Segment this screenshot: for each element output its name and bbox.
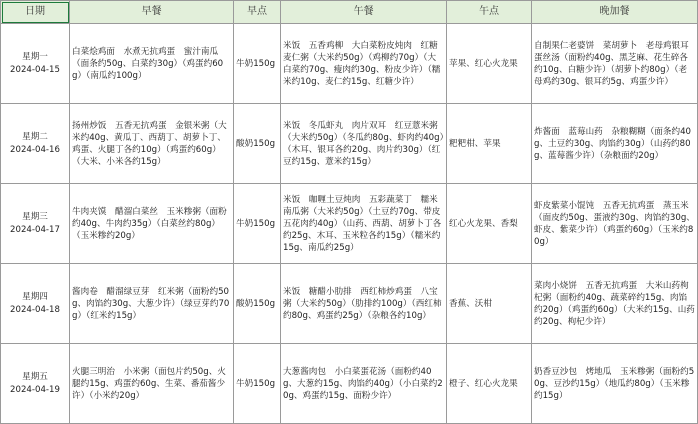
header-breakfast[interactable]: 早餐 <box>70 1 234 24</box>
afternoon-snack-cell[interactable]: 苹果、红心火龙果 <box>447 24 532 104</box>
day-cell[interactable] <box>1 264 70 344</box>
table-row <box>1 264 698 344</box>
morning-snack-cell[interactable]: 酸奶150g <box>234 264 281 344</box>
afternoon-snack-cell[interactable]: 粑粑柑、苹果 <box>447 104 532 184</box>
date: 2024-04-15 <box>10 64 60 75</box>
date: 2024-04-18 <box>10 304 60 315</box>
dinner-cell[interactable]: 自制果仁老婆饼 菜胡萝卜 老母鸡银耳蛋丝汤（面粉约40g、黑芝麻、花生碎各约10g、白糖少许）（胡萝卜约80g）（老母鸡约30g、银耳约5g、鸡蛋少许） <box>532 24 698 104</box>
header-date[interactable]: 日期 <box>1 1 70 24</box>
day-cell[interactable] <box>1 344 70 424</box>
table-row <box>1 184 698 264</box>
header-morning-snack[interactable]: 早点 <box>234 1 281 24</box>
morning-snack-cell[interactable]: 牛奶150g <box>234 184 281 264</box>
dinner-cell[interactable]: 虾皮紫菜小馄饨 五香无抗鸡蛋 蒸玉米（面皮约50g、蛋液约30g、肉馅约30g、虾皮、紫菜少许）（鸡蛋约60g）（玉米约80g） <box>532 184 698 264</box>
morning-snack-cell[interactable]: 牛奶150g <box>234 344 281 424</box>
morning-snack-cell[interactable]: 牛奶150g <box>234 24 281 104</box>
table-row <box>1 104 698 184</box>
lunch-cell[interactable]: 米饭 咖喱土豆炖肉 五彩蔬菜丁 糯米南瓜粥（大米约50g）（土豆约70g、带皮五花肉约40g）（山药、西葫、胡萝卜丁各约25g、木耳、玉米粒各约15g）（糯米约15g、南瓜约25g） <box>281 184 447 264</box>
day-cell[interactable] <box>1 24 70 104</box>
date: 2024-04-19 <box>10 384 60 395</box>
weekday: 星期一 <box>22 51 48 62</box>
lunch-cell[interactable]: 米饭 冬瓜虾丸 肉片双耳 红豆薏米粥（大米约50g）（冬瓜约80g、虾肉约40g）（木耳、银耳各约20g、肉片约30g）（红豆约15g、薏米约15g） <box>281 104 447 184</box>
header-afternoon-snack[interactable]: 午点 <box>447 1 532 24</box>
weekday: 星期二 <box>22 131 48 142</box>
header-dinner[interactable]: 晚加餐 <box>532 1 698 24</box>
dinner-cell[interactable]: 菜肉小烧饼 五香无抗鸡蛋 大米山药枸杞粥（面粉约40g、蔬菜碎约15g、肉馅约20g）（鸡蛋约60g）（大米约15g、山药约20g、枸杞少许） <box>532 264 698 344</box>
weekday: 星期三 <box>22 211 48 222</box>
weekday: 星期四 <box>22 291 48 302</box>
afternoon-snack-cell[interactable]: 红心火龙果、香梨 <box>447 184 532 264</box>
lunch-cell[interactable]: 米饭 糖醋小肋排 西红柿炒鸡蛋 八宝粥（大米约50g）（肋排约100g）（西红柿约80g、鸡蛋约25g）（杂粮各约10g） <box>281 264 447 344</box>
afternoon-snack-cell[interactable]: 香蕉、沃柑 <box>447 264 532 344</box>
breakfast-cell[interactable]: 白菜烩鸡面 水煮无抗鸡蛋 蜜汁南瓜（面条约50g、白菜约30g）（鸡蛋约60g）（南瓜约100g） <box>70 24 234 104</box>
dinner-cell[interactable]: 炸酱面 蓝莓山药 杂粮糊糊（面条约40g、土豆约30g、肉馅约30g）（山药约80g、蓝莓酱少许）（杂粮面约20g） <box>532 104 698 184</box>
header-lunch[interactable]: 午餐 <box>281 1 447 24</box>
header-row <box>1 1 698 24</box>
afternoon-snack-cell[interactable]: 橙子、红心火龙果 <box>447 344 532 424</box>
day-cell[interactable] <box>1 104 70 184</box>
dinner-cell[interactable]: 奶香豆沙包 烤地瓜 玉米糁粥（面粉约50g、豆沙约15g）（地瓜约80g）（玉米糁约15g） <box>532 344 698 424</box>
lunch-cell[interactable]: 米饭 五香鸡柳 大白菜粉皮炖肉 红糖麦仁粥（大米约50g）（鸡柳约70g）（大白菜约70g、瘦肉约30g、粉皮少许）（糯米约10g、麦仁约15g、红糖少许） <box>281 24 447 104</box>
date: 2024-04-17 <box>10 224 60 235</box>
breakfast-cell[interactable]: 牛肉夹馍 醋溜白菜丝 玉米糁粥（面粉约40g、牛肉约35g）（白菜丝约80g）（玉米糁约20g） <box>70 184 234 264</box>
morning-snack-cell[interactable]: 酸奶150g <box>234 104 281 184</box>
breakfast-cell[interactable]: 酱肉卷 醋溜绿豆芽 红米粥（面粉约50g、肉馅约30g、大葱少许）（绿豆芽约70g）（红米约15g） <box>70 264 234 344</box>
breakfast-cell[interactable]: 扬州炒饭 五香无抗鸡蛋 金银米粥（大米约40g、黄瓜丁、西葫丁、胡萝卜丁、鸡蛋、火腿丁各约10g）（鸡蛋约60g）（大米、小米各约15g） <box>70 104 234 184</box>
lunch-cell[interactable]: 大葱酱肉包 小白菜蛋花汤（面粉约40g、大葱约15g、肉馅约40g）（小白菜约20g、鸡蛋约15g、面粉少许） <box>281 344 447 424</box>
table-row <box>1 344 698 424</box>
day-cell[interactable] <box>1 184 70 264</box>
breakfast-cell[interactable]: 火腿三明治 小米粥（面包片约50g、火腿约15g、鸡蛋约60g、生菜、番茄酱少许）（小米约20g） <box>70 344 234 424</box>
table-row <box>1 24 698 104</box>
weekday: 星期五 <box>22 371 48 382</box>
date: 2024-04-16 <box>10 144 60 155</box>
